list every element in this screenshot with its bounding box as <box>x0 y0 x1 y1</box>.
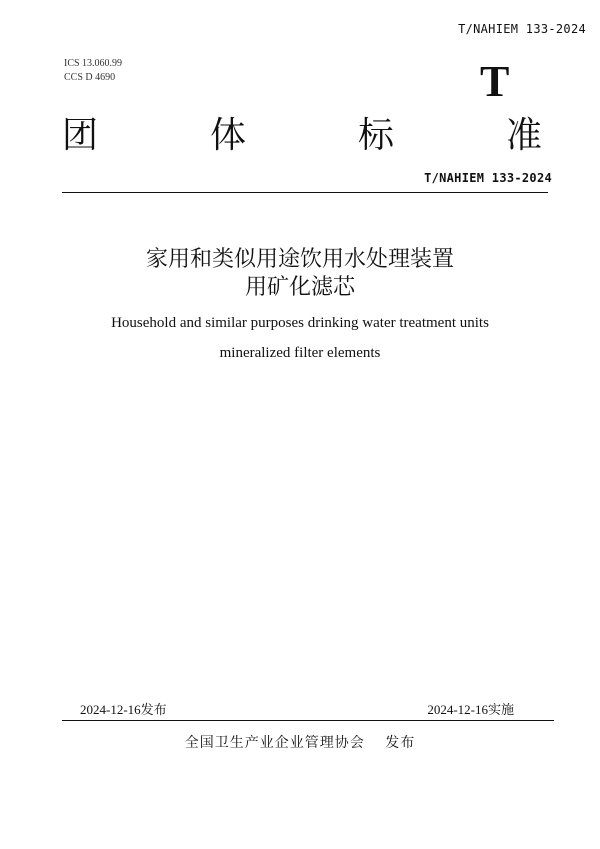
bottom-divider <box>62 720 554 721</box>
english-title-line1: Household and similar purposes drinking water treatment units <box>111 315 489 331</box>
heading-char: 体 <box>209 115 246 156</box>
issuing-organization: 全国卫生产业企业管理协会 发布 <box>184 735 416 751</box>
heading-char: 准 <box>505 115 542 156</box>
standard-number: T/NAHIEM 133-2024 <box>424 171 552 185</box>
ccs-code: CCS D 4690 <box>64 72 116 83</box>
english-title <box>0 308 600 368</box>
chinese-title <box>0 246 600 302</box>
publish-date: 2024-12-16发布 <box>80 702 167 717</box>
chinese-title-line2: 用矿化滤芯 <box>244 275 355 300</box>
heading-char: 标 <box>357 115 394 156</box>
top-divider <box>62 192 548 193</box>
heading-char: 团 <box>62 115 99 156</box>
document-type-heading <box>62 112 542 160</box>
ics-code: ICS 13.060.99 <box>64 58 123 69</box>
english-title-line2: mineralized filter elements <box>219 345 381 361</box>
chinese-title-line1: 家用和类似用途饮用水处理装置 <box>145 247 454 272</box>
implement-date: 2024-12-16实施 <box>427 702 514 717</box>
standard-type-letter: T <box>480 57 510 106</box>
header-standard-code: T/NAHIEM 133-2024 <box>458 22 586 36</box>
